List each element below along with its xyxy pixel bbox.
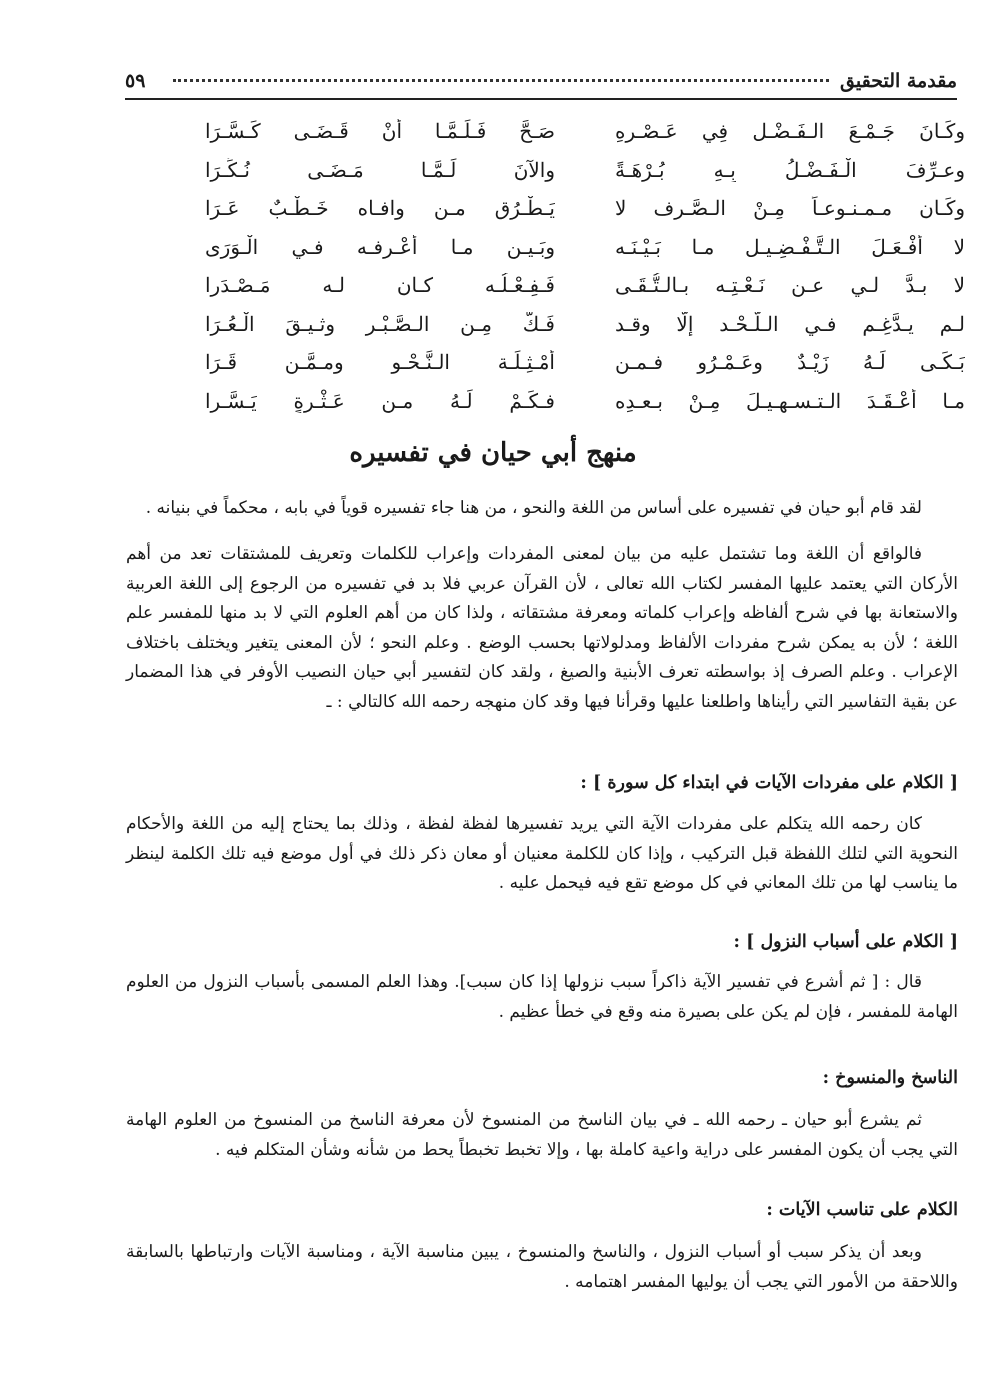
section-heading: منهج أبي حيان في تفسيره <box>349 438 637 468</box>
intro-text: لقد قام أبو حيان في تفسيره على أساس من اللغة والنحو ، من هنا جاء تفسيره قوياً في بابه ، محكماً في بنيانه . <box>145 498 922 518</box>
verse-second-hemistich: فـكَـمْ لَـهُ مـن عَـثْـرةٍ يَـسَّـرا <box>205 388 555 413</box>
subsection-text: كان رحمه الله يتكلم على مفردات الآية التي يريد تفسيرها لفظة لفظة ، وذلك بما يحتاج إليه من اللغة والأحكام النحوية التي لتلك اللفظة قبل التركيب ، وإذا كان للكلمة معنيان أو معان ذكر ذلك في أول موضع فيه تلك الكلمة لينظر ما يناسب لها من تلك المعاني في كل موضع تقع فيه فيحمل عليه . <box>126 814 958 893</box>
verse-first-hemistich: وكَـانَ جَـمْـعَ الـفَـضْـلِ فِي عَـصْـرِهِ <box>615 119 965 144</box>
header-title: مقدمة التحقيق <box>840 70 957 92</box>
verse-first-hemistich: لا بـدَّ لـي عـن نَـعْـتِـه بـالـتُّـقَـى <box>615 273 965 298</box>
verse-second-hemistich: فَـفِـعْـلُـه كـان لـه مَـصْـدَرا <box>205 273 555 298</box>
poem-verse <box>205 382 965 421</box>
subsection-text: قال : [ ثم أشرع في تفسير الآية ذاكراً سبب نزولها إذا كان سبب]. وهذا العلم المسمى بأسباب النزول من العلوم الهامة للمفسر ، فإن لم يكن على بصيرة منه وقع في خطأ عظيم . <box>126 972 958 1022</box>
poem-verse <box>205 189 965 228</box>
method-text: فالواقع أن اللغة وما تشتمل عليه من بيان لمعنى المفردات وإعراب للكلمات وتعريف للمشتقات تعد من أهم الأركان التي يعتمد عليها المفسر لكتاب الله تعالى ، لأن القرآن عربي فلا بد في تفسيره من الرجوع إلى اللغة العربية والاستعانة بها في شرح ألفاظه وإعراب كلماته ومعرفة مشتقاته ، ولذا كان من أهم العلوم التي لا بد منها للمفسر علم اللغة ؛ لأن به يمكن شرح مفردات الألفاظ ومدلولاتها بحسب الوضع . وعلم النحو ؛ لأن المعنى يتغير ويختلف باختلاف الإعراب . وعلم الصرف إذ بواسطته تعرف الأبنية والصيغ ، ولقد كان لتفسير أبي حيان النصيب الأوفر في هذا المضمار عن بقية التفاسير التي رأيناها واطلعنا عليها وقرأنا فيها وقد كان منهجه رحمه الله كالتالي : ـ <box>126 544 958 712</box>
subsection-text: ثم يشرع أبو حيان ـ رحمه الله ـ في بيان الناسخ من المنسوخ لأن معرفة الناسخ من المنسوخ من العلوم الهامة التي يجب أن يكون المفسر على دراية واعية كاملة بها ، وإلا تخبط تخبطاً يحط من شأنه وشأن المتكلم فيه . <box>126 1110 958 1160</box>
verse-first-hemistich: وعـرِّفَ الْـفَـضْـلُ بِـهِ بُـرْهَـةً <box>615 157 965 182</box>
poem-verse <box>205 112 965 151</box>
verse-second-hemistich: والآنَ لَـمَّـا مَـضَـى نُـكِّـرَا <box>205 157 555 182</box>
subsection-title: الكلام على تناسب الآيات : <box>766 1200 958 1220</box>
header-dotted-leader <box>173 79 829 82</box>
subsection-title: [ الكلام على أسباب النزول ] : <box>733 932 958 952</box>
subsection-body <box>126 968 958 1027</box>
subsection-body <box>126 1238 958 1297</box>
subsection-body <box>126 810 958 899</box>
verse-first-hemistich: مـا أعْـقَـدَ الـتـسـهـيـلَ مِـنْ بـعـدِه <box>615 388 965 413</box>
verse-second-hemistich: أَمْـثِـلَـة الـنَّـحْـو ومـمَّـن قَـرَا <box>205 350 555 375</box>
page-number: ٥٩ <box>125 70 146 92</box>
poem-verse <box>205 305 965 344</box>
poem-verse <box>205 151 965 190</box>
verse-second-hemistich: صَـحَّ فَـلَـمَّـا أَنْ قَـضَـى كَـسَّـرَا <box>205 119 555 144</box>
subsection-body <box>126 1106 958 1165</box>
poem <box>205 112 965 420</box>
verse-first-hemistich: بَـكَـى لَـهُ زَيْـدٌ وعَـمْـرُو فـمـن <box>615 350 965 375</box>
verse-first-hemistich: وكَـان مـمـنـوعـاً مِـنْ الـصَّـرف لا <box>615 196 965 221</box>
verse-second-hemistich: وبَـيـن مـا أعْـرِفـه فـي الْـوَرَى <box>205 234 555 259</box>
intro-paragraph <box>126 494 958 524</box>
poem-verse <box>205 343 965 382</box>
subsection-title: [ الكلام على مفردات الآيات في ابتداء كل سورة ] : <box>580 773 958 793</box>
running-header <box>125 62 957 100</box>
verse-second-hemistich: فَـكَّ مِـن الـصَّـبْـرِ وثـيـقَ الْـعُـرَا <box>205 311 555 336</box>
method-paragraph <box>126 540 958 717</box>
poem-verse <box>205 228 965 267</box>
verse-first-hemistich: لا أفْـعَـلَ الـتَّـفْـضِـيـل مـا بَـيْـنَـه <box>615 234 965 259</box>
subsection-title: الناسخ والمنسوخ : <box>822 1068 958 1088</box>
verse-first-hemistich: لـم يـدَّغِـم فـي الـلَّـحْـد إلَّا وقـد <box>615 311 965 336</box>
subsection-text: وبعد أن يذكر سبب أو أسباب النزول ، والناسخ والمنسوخ ، يبين مناسبة الآية ، ومناسبة الآيات وارتباطها بالسابقة واللاحقة من الأمور التي يجب أن يوليها المفسر اهتمامه . <box>126 1242 958 1292</box>
poem-verse <box>205 266 965 305</box>
verse-second-hemistich: يَـطْـرُق مـن وافـاه خَـطْـبٌ عَـرَا <box>205 196 555 221</box>
